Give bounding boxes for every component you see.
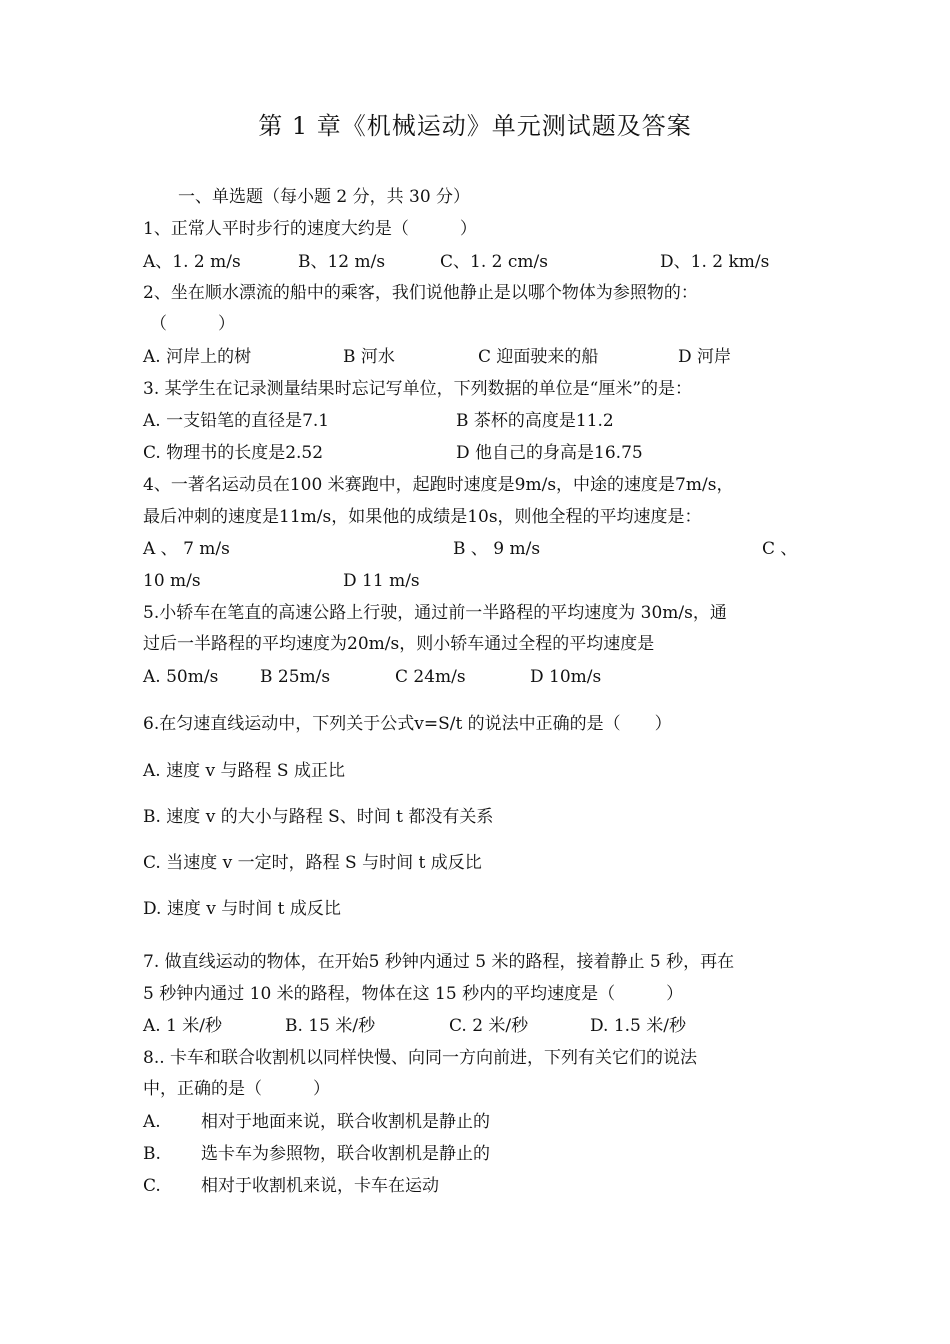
- question-1-option-a: A、1. 2 m/s: [143, 252, 241, 272]
- question-4-option-b: B 、 9 m/s: [453, 539, 541, 559]
- question-6-option-b: B. 速度 v 的大小与路程 S、时间 t 都没有关系: [143, 807, 494, 827]
- question-1-option-d: D、1. 2 km/s: [660, 252, 770, 272]
- question-5-option-a: A. 50m/s: [143, 667, 219, 687]
- question-3-option-d: D 他自己的身高是16.75: [456, 443, 643, 463]
- question-8-option-c-label: C.: [143, 1176, 161, 1196]
- question-4-option-a: A 、 7 m/s: [143, 539, 230, 559]
- question-1-option-b: B、12 m/s: [298, 252, 386, 272]
- question-2-blank: （ ）: [150, 314, 235, 334]
- question-5-stem: 5.小轿车在笔直的高速公路上行驶，通过前一半路程的平均速度为 30m/s，通: [143, 603, 727, 623]
- question-5-stem-cont: 过后一半路程的平均速度为20m/s，则小轿车通过全程的平均速度是: [143, 634, 655, 654]
- question-8-option-a-label: A.: [143, 1112, 161, 1132]
- page-title: 第 1 章《机械运动》单元测试题及答案: [258, 112, 692, 140]
- question-8-option-b-label: B.: [143, 1144, 161, 1164]
- question-2-option-d: D 河岸: [678, 347, 732, 367]
- question-3-option-b: B 茶杯的高度是11.2: [456, 411, 614, 431]
- question-4-option-c: C 、: [762, 539, 798, 559]
- question-8-stem-cont: 中，正确的是（ ）: [143, 1079, 330, 1099]
- question-7-option-c: C. 2 米/秒: [449, 1016, 529, 1036]
- question-5-option-c: C 24m/s: [395, 667, 466, 687]
- question-8-option-a: 相对于地面来说，联合收割机是静止的: [201, 1112, 490, 1132]
- question-4-option-c-value: 10 m/s: [143, 571, 201, 591]
- question-1-stem: 1、正常人平时步行的速度大约是（ ）: [143, 219, 477, 239]
- question-6-option-c: C. 当速度 v 一定时，路程 S 与时间 t 成反比: [143, 853, 482, 873]
- question-3-option-a: A. 一支铅笔的直径是7.1: [143, 411, 330, 431]
- question-4-stem: 4、一著名运动员在100 米赛跑中，起跑时速度是9m/s，中途的速度是7m/s，: [143, 475, 734, 495]
- question-6-stem: 6.在匀速直线运动中，下列关于公式v=S/t 的说法中正确的是（ ）: [143, 714, 672, 734]
- question-7-option-d: D. 1.5 米/秒: [590, 1016, 686, 1036]
- section-heading: 一、单选题（每小题 2 分，共 30 分）: [178, 187, 471, 207]
- question-2-option-a: A. 河岸上的树: [143, 347, 252, 367]
- question-5-option-d: D 10m/s: [530, 667, 602, 687]
- question-7-option-a: A. 1 米/秒: [143, 1016, 223, 1036]
- question-8-option-c: 相对于收割机来说，卡车在运动: [201, 1176, 439, 1196]
- question-4-stem-cont: 最后冲刺的速度是11m/s，如果他的成绩是10s，则他全程的平均速度是：: [143, 507, 702, 527]
- question-4-option-d: D 11 m/s: [343, 571, 420, 591]
- question-8-stem: 8.. 卡车和联合收割机以同样快慢、向同一方向前进，下列有关它们的说法: [143, 1048, 698, 1068]
- question-7-stem-cont: 5 秒钟内通过 10 米的路程，物体在这 15 秒内的平均速度是（ ）: [143, 984, 684, 1004]
- question-3-option-c: C. 物理书的长度是2.52: [143, 443, 324, 463]
- question-8-option-b: 选卡车为参照物，联合收割机是静止的: [201, 1144, 490, 1164]
- question-2-option-b: B 河水: [343, 347, 395, 367]
- question-7-stem: 7. 做直线运动的物体，在开始5 秒钟内通过 5 米的路程，接着静止 5 秒，再在: [143, 952, 735, 972]
- question-2-stem: 2、坐在顺水漂流的船中的乘客，我们说他静止是以哪个物体为参照物的：: [143, 283, 698, 303]
- question-3-stem: 3. 某学生在记录测量结果时忘记写单位，下列数据的单位是“厘米”的是：: [143, 379, 693, 399]
- question-6-option-d: D. 速度 v 与时间 t 成反比: [143, 899, 341, 919]
- question-5-option-b: B 25m/s: [260, 667, 331, 687]
- question-2-option-c: C 迎面驶来的船: [478, 347, 599, 367]
- question-6-option-a: A. 速度 v 与路程 S 成正比: [143, 761, 345, 781]
- question-7-option-b: B. 15 米/秒: [285, 1016, 376, 1036]
- question-1-option-c: C、1. 2 cm/s: [440, 252, 548, 272]
